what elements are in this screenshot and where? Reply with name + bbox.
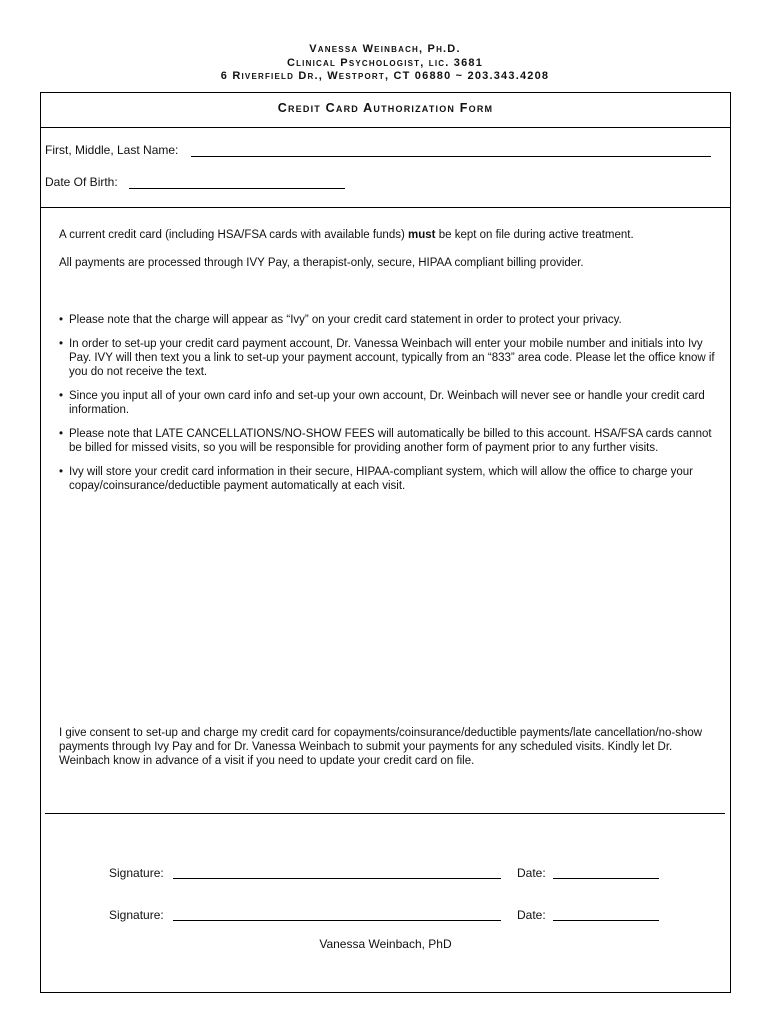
practitioner-name: Vanessa Weinbach, Ph.D. <box>309 43 461 55</box>
intro-p1-bold: must <box>408 229 436 241</box>
list-item: • Ivy will store your credit card information in their secure, HIPAA-compliant system, which will allow the office to charge your copay/coinsurance/deductible payment automatically at each visit. <box>59 466 694 492</box>
date-label: Date: <box>517 908 546 922</box>
dob-field-row <box>41 175 730 195</box>
practitioner-credential: Clinical Psychologist, lic. 3681 <box>286 57 484 69</box>
name-input-line[interactable] <box>191 156 711 157</box>
date-label: Date: <box>517 866 546 880</box>
dob-input-line[interactable] <box>129 188 345 189</box>
form-box <box>40 92 731 993</box>
practitioner-address: 6 Riverfield Dr., Westport, CT 06880 ~ 203.343.4208 <box>220 70 550 82</box>
list-item: • Please note that the charge will appear as “Ivy” on your credit card statement in order to protect your privacy. <box>59 314 622 326</box>
printed-name: Vanessa Weinbach, PhD <box>319 937 452 951</box>
intro-paragraph-2: All payments are processed through IVY Pay, a therapist-only, secure, HIPAA compliant billing provider. <box>59 257 584 269</box>
intro-p1-after: be kept on file during active treatment. <box>438 229 634 241</box>
signature-row-1 <box>109 866 709 884</box>
name-label: First, Middle, Last Name: <box>45 143 179 157</box>
signature-label: Signature: <box>109 908 164 922</box>
form-title: Credit Card Authorization Form <box>277 101 494 115</box>
list-item: • In order to set-up your credit card payment account, Dr. Vanessa Weinbach will enter your mobile number and initials into Ivy Pay. IVY will then text you a link to set-up your payment account, typically from an “833” area code. Please let the office know if you do not receive the text. <box>59 338 715 378</box>
signature-divider <box>45 813 725 814</box>
date-input-line[interactable] <box>553 878 659 879</box>
intro-p1-before: A current credit card (including HSA/FSA cards with available funds) <box>59 229 405 241</box>
name-field-row <box>41 143 730 163</box>
signature-input-line[interactable] <box>173 878 501 879</box>
signature-row-2 <box>109 908 709 926</box>
list-item: • Since you input all of your own card info and set-up your own account, Dr. Weinbach will never see or handle your credit card information. <box>59 390 705 416</box>
title-row <box>41 93 730 128</box>
intro-paragraph-1 <box>59 228 634 242</box>
signature-input-line[interactable] <box>173 920 501 921</box>
list-item: • Please note that LATE CANCELLATIONS/NO-SHOW FEES will automatically be billed to this account. HSA/FSA cards cannot be billed for missed visits, so you will be responsible for providing another form of payment prior to any further visits. <box>59 428 712 454</box>
signature-label: Signature: <box>109 866 164 880</box>
bullet-list <box>59 313 719 503</box>
date-input-line[interactable] <box>553 920 659 921</box>
consent-statement: I give consent to set-up and charge my credit card for copayments/coinsurance/deductible payments/late cancellation/no-show payments through Ivy Pay and for Dr. Vanessa Weinbach to submit your payments for any scheduled visits. Kindly let Dr. Weinbach know in advance of a visit if you need to update your credit card on file. <box>59 727 703 767</box>
section-divider <box>41 207 730 208</box>
dob-label: Date Of Birth: <box>45 175 118 189</box>
